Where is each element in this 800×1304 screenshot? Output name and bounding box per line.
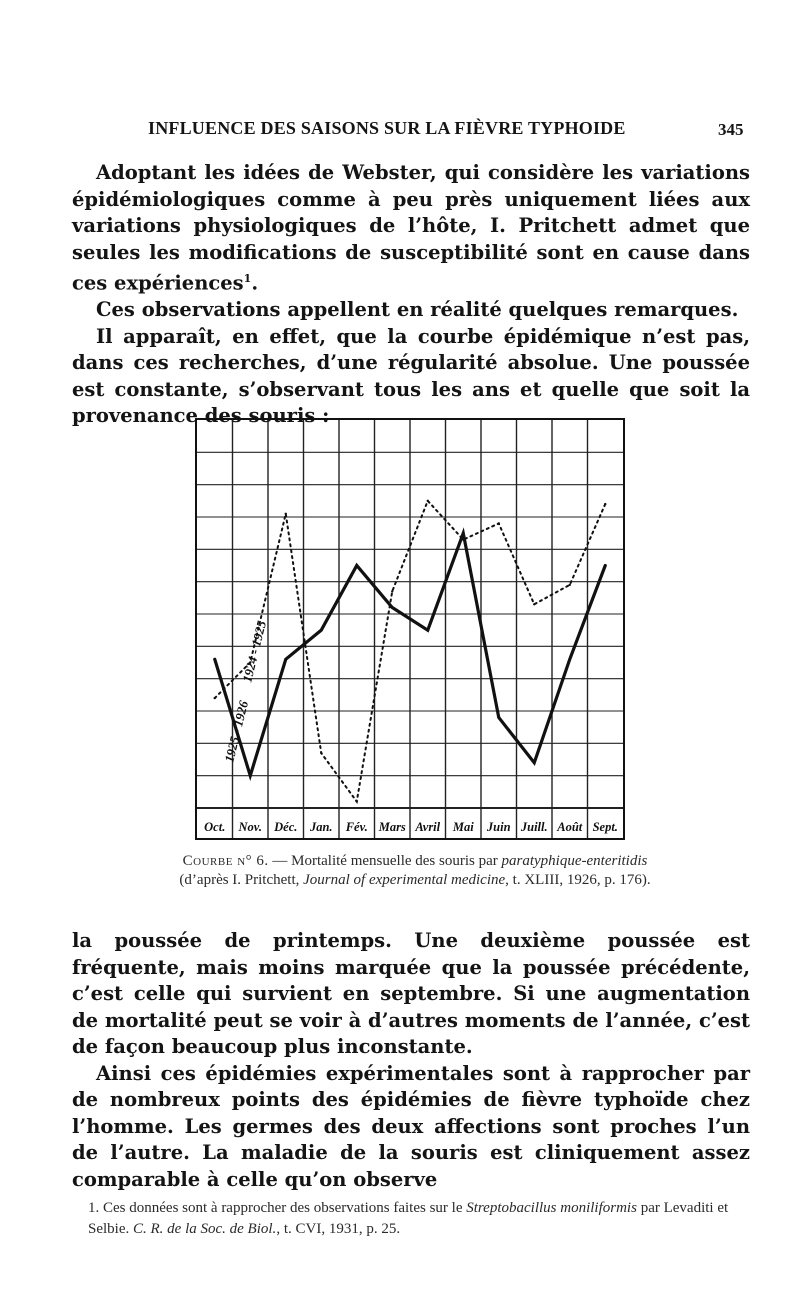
data-point bbox=[356, 800, 358, 802]
caption-text: , t. XLIII, 1926, p. 176). bbox=[505, 872, 651, 888]
data-point bbox=[249, 774, 251, 776]
paragraph: Il apparaît, en effet, que la courbe épidémique n’est pas, dans ces recherches, d’une régularité absolue. Une poussée est constante, s’observant tous les ans et quelle que soit la provenance des souris : bbox=[72, 324, 750, 427]
caption-dash: — bbox=[272, 853, 288, 869]
footnote-ref[interactable]: 1 bbox=[243, 272, 252, 285]
data-point bbox=[391, 590, 393, 592]
footnote bbox=[88, 1198, 748, 1240]
series-label-1925-1926: 1925 - 1926 bbox=[221, 699, 252, 764]
caption-italic: paratyphique-enteritidis bbox=[501, 853, 648, 869]
data-point bbox=[214, 697, 216, 699]
data-point bbox=[391, 606, 393, 608]
running-head: INFLUENCE DES SAISONS SUR LA FIÈVRE TYPHOIDE bbox=[148, 118, 626, 138]
footnote-text: Ces données sont à rapprocher des observations faites sur le bbox=[103, 1200, 463, 1216]
footnote-italic: C. R. de la Soc. de Biol. bbox=[133, 1221, 277, 1237]
caption-text: (d’après I. Pritchett, bbox=[179, 872, 300, 888]
footnote-italic: Streptobacillus moniliformis bbox=[466, 1200, 637, 1216]
data-point bbox=[427, 629, 429, 631]
data-point bbox=[214, 658, 216, 660]
caption-label: Courbe n° 6. bbox=[182, 853, 269, 869]
data-point bbox=[427, 500, 429, 502]
data-point bbox=[569, 584, 571, 586]
x-tick-label: Mars bbox=[378, 820, 406, 834]
x-tick-label: Nov. bbox=[238, 820, 262, 834]
data-point bbox=[498, 522, 500, 524]
data-point bbox=[604, 564, 606, 566]
x-tick-label: Avril bbox=[415, 820, 441, 834]
data-point bbox=[462, 532, 464, 534]
caption-italic: Journal of experimental medicine bbox=[303, 872, 506, 888]
paragraph: la poussée de printemps. Une deuxième poussée est fréquente, mais moins marquée que la poussée précédente, c’est celle qui survient en septembre. Si une augmentation de mortalité peut se voir à d’autres moments de l’année, c’est de façon beaucoup plus inconstante. bbox=[72, 929, 750, 1058]
x-tick-label: Déc. bbox=[274, 820, 298, 834]
x-tick-label: Juill. bbox=[520, 820, 548, 834]
footnote-text: par Levaditi et Selbie. bbox=[88, 1200, 729, 1237]
data-point bbox=[569, 658, 571, 660]
x-tick-label: Fév. bbox=[345, 820, 368, 834]
mortality-chart bbox=[195, 418, 625, 840]
data-point bbox=[356, 564, 358, 566]
data-point bbox=[285, 513, 287, 515]
figure-chart bbox=[195, 418, 625, 840]
body-text-bottom bbox=[72, 928, 750, 1193]
data-point bbox=[533, 603, 535, 605]
data-point bbox=[498, 716, 500, 718]
series-label-1924-1925: 1924 - 1925 bbox=[239, 619, 270, 684]
caption-line-2 bbox=[80, 871, 750, 890]
x-tick-label: Oct. bbox=[204, 820, 226, 834]
caption-line-1 bbox=[80, 852, 750, 871]
footnote-text: , t. CVI, 1931, p. 25. bbox=[276, 1221, 401, 1237]
paragraph-text: Adoptant les idées de Webster, qui considère les variations épidémiologiques comme à peu près uniquement liées aux variations physiologiques de l’hôte, I. Pritchett admet que seules les modifications de susceptibilité sont en cause dans ces expériences bbox=[72, 161, 750, 295]
caption-text: Mortalité mensuelle des souris par bbox=[291, 853, 498, 869]
paragraph: Ces observations appellent en réalité quelques remarques. bbox=[96, 298, 739, 321]
footnote-marker: 1. bbox=[88, 1200, 100, 1216]
data-point bbox=[320, 752, 322, 754]
data-point bbox=[604, 503, 606, 505]
data-point bbox=[285, 658, 287, 660]
data-point bbox=[320, 629, 322, 631]
page-number: 345 bbox=[718, 120, 744, 139]
paragraph: Adoptant les idées de Webster, qui considère les variations épidémiologiques comme à peu près uniquement liées aux variations physiologiques de l’hôte, I. Pritchett admet que seules les modifications de susceptibilité sont en cause dans ces expériences$^1$. bbox=[72, 161, 750, 295]
x-tick-label: Juin bbox=[486, 820, 511, 834]
x-tick-label: Août bbox=[557, 820, 583, 834]
body-text-top bbox=[72, 160, 750, 430]
paragraph: Ainsi ces épidémies expérimentales sont à rapprocher par de nombreux points des épidémies de fièvre typhoïde chez l’homme. Les germes des deux affections sont proches l’un de l’autre. La maladie de la souris est cliniquement assez comparable à celle qu’on observe bbox=[72, 1061, 750, 1191]
x-tick-label: Sept. bbox=[592, 820, 618, 834]
data-point bbox=[533, 762, 535, 764]
figure-caption bbox=[80, 852, 750, 890]
x-tick-labels bbox=[204, 820, 618, 834]
x-tick-label: Mai bbox=[452, 820, 474, 834]
x-tick-label: Jan. bbox=[309, 820, 333, 834]
